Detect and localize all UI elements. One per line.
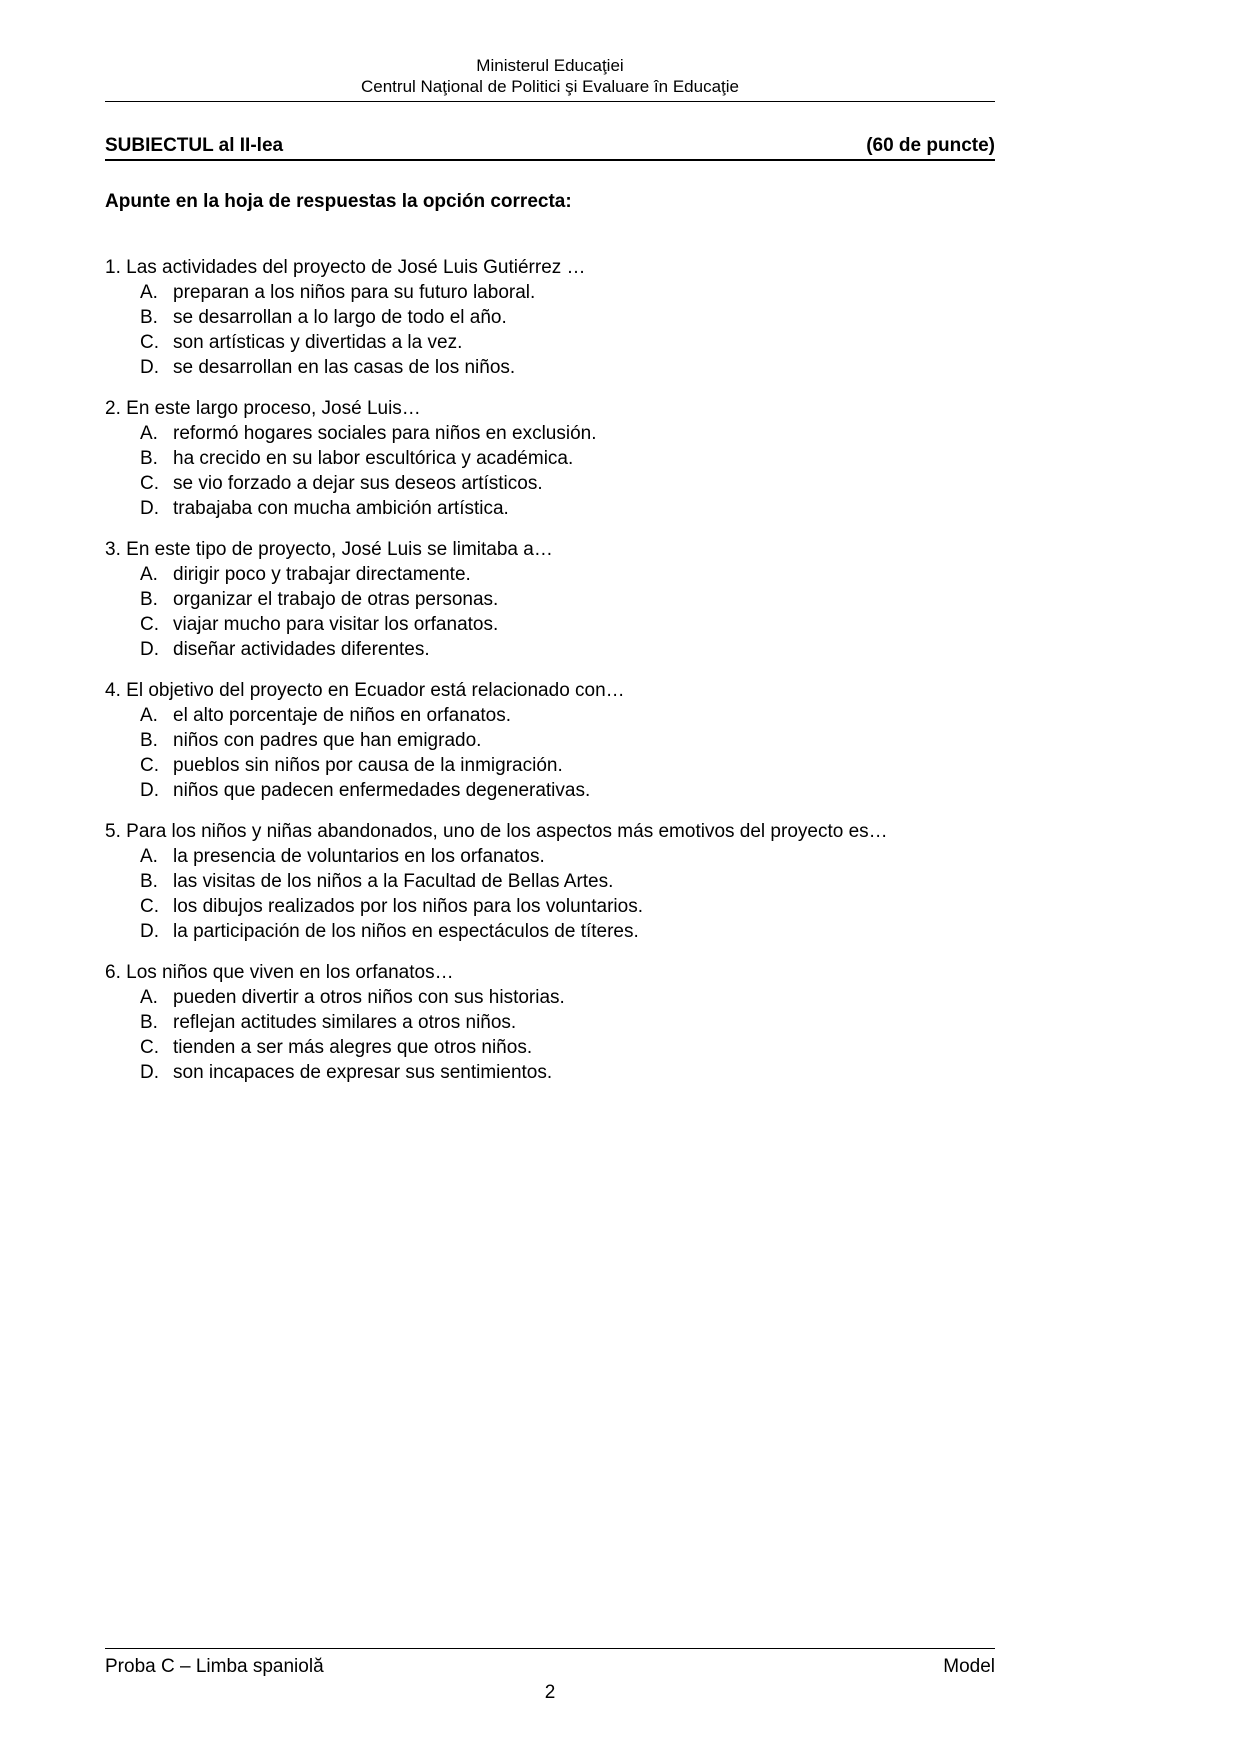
question-text: Las actividades del proyecto de José Luis Gutiérrez … [126,257,586,278]
option-text: viajar mucho para visitar los orfanatos. [173,614,499,635]
answer-option [105,421,995,446]
answer-option [105,637,995,662]
option-letter: D. [140,1062,159,1083]
answer-option [105,844,995,869]
option-letter: A. [140,564,158,585]
option-text: reflejan actitudes similares a otros niños. [173,1012,517,1033]
question-number: 2. [105,398,121,419]
option-letter: D. [140,780,159,801]
question-stem [105,537,995,562]
question-stem [105,255,995,280]
answer-option [105,496,995,521]
answer-option [105,778,995,803]
option-letter: C. [140,614,159,635]
header-divider [105,101,995,102]
answer-option [105,280,995,305]
questions-list [105,255,995,1085]
option-letter: A. [140,987,158,1008]
option-letter: B. [140,730,158,751]
answer-option [105,894,995,919]
question-stem [105,819,995,844]
option-text: trabajaba con mucha ambición artística. [173,498,509,519]
question-number: 4. [105,680,121,701]
question-text: El objetivo del proyecto en Ecuador está relacionado con… [126,680,625,701]
question-3 [105,537,995,662]
option-text: el alto porcentaje de niños en orfanatos. [173,705,512,726]
option-text: son artísticas y divertidas a la vez. [173,332,463,353]
option-letter: B. [140,589,158,610]
answer-option [105,1010,995,1035]
answer-option [105,919,995,944]
answer-option [105,1035,995,1060]
question-number: 5. [105,821,121,842]
instruction-text: Apunte en la hoja de respuestas la opción correcta: [105,191,572,212]
option-text: pueden divertir a otros niños con sus historias. [173,987,565,1008]
option-letter: B. [140,448,158,469]
subject-title-row [105,135,995,161]
option-letter: C. [140,332,159,353]
option-letter: B. [140,871,158,892]
option-letter: C. [140,1037,159,1058]
option-text: son incapaces de expresar sus sentimientos. [173,1062,553,1083]
question-stem [105,678,995,703]
question-2 [105,396,995,521]
answer-option [105,703,995,728]
page-footer [105,1648,995,1704]
answer-option [105,985,995,1010]
answer-option [105,471,995,496]
page-number: 2 [544,1682,556,1703]
answer-option [105,330,995,355]
option-text: se vio forzado a dejar sus deseos artísticos. [173,473,543,494]
option-text: ha crecido en su labor escultórica y académica. [173,448,574,469]
question-number: 3. [105,539,121,560]
question-5 [105,819,995,944]
option-letter: B. [140,1012,158,1033]
ministry-header [105,55,995,97]
option-text: se desarrollan a lo largo de todo el año. [173,307,507,328]
question-text: Los niños que viven en los orfanatos… [126,962,454,983]
option-text: dirigir poco y trabajar directamente. [173,564,471,585]
question-number: 1. [105,257,121,278]
question-stem [105,960,995,985]
subject-title: SUBIECTUL al II-lea [105,135,284,156]
option-letter: C. [140,896,159,917]
question-stem [105,396,995,421]
answer-option [105,1060,995,1085]
footer-variant: Model [943,1656,995,1677]
option-text: niños que padecen enfermedades degenerativas. [173,780,591,801]
option-text: se desarrollan en las casas de los niños. [173,357,516,378]
option-letter: D. [140,498,159,519]
option-text: preparan a los niños para su futuro laboral. [173,282,536,303]
option-letter: D. [140,921,159,942]
answer-option [105,446,995,471]
question-4 [105,678,995,803]
option-text: tienden a ser más alegres que otros niños. [173,1037,533,1058]
answer-option [105,562,995,587]
question-text: Para los niños y niñas abandonados, uno de los aspectos más emotivos del proyecto es… [126,821,888,842]
question-1 [105,255,995,380]
option-letter: B. [140,307,158,328]
ministry-name: Ministerul Educaţiei [476,56,624,75]
option-text: la participación de los niños en espectáculos de títeres. [173,921,639,942]
option-text: la presencia de voluntarios en los orfanatos. [173,846,545,867]
option-text: reformó hogares sociales para niños en exclusión. [173,423,597,444]
option-text: pueblos sin niños por causa de la inmigración. [173,755,563,776]
question-number: 6. [105,962,121,983]
option-letter: A. [140,282,158,303]
option-text: los dibujos realizados por los niños para los voluntarios. [173,896,643,917]
option-letter: C. [140,755,159,776]
subject-points: (60 de puncte) [866,135,995,156]
option-text: organizar el trabajo de otras personas. [173,589,499,610]
option-text: diseñar actividades diferentes. [173,639,430,660]
answer-option [105,612,995,637]
footer-exam-name: Proba C – Limba spaniolă [105,1656,324,1677]
question-text: En este tipo de proyecto, José Luis se limitaba a… [126,539,553,560]
footer-row [105,1649,995,1678]
answer-option [105,728,995,753]
option-letter: D. [140,639,159,660]
question-6 [105,960,995,1085]
option-letter: A. [140,705,158,726]
answer-option [105,753,995,778]
center-name: Centrul Naţional de Politici şi Evaluare în Educaţie [361,77,739,96]
option-text: las visitas de los niños a la Facultad de Bellas Artes. [173,871,614,892]
option-letter: C. [140,473,159,494]
option-letter: A. [140,423,158,444]
question-text: En este largo proceso, José Luis… [126,398,421,419]
answer-option [105,355,995,380]
answer-option [105,587,995,612]
option-letter: A. [140,846,158,867]
option-text: niños con padres que han emigrado. [173,730,482,751]
answer-option [105,869,995,894]
option-letter: D. [140,357,159,378]
answer-option [105,305,995,330]
